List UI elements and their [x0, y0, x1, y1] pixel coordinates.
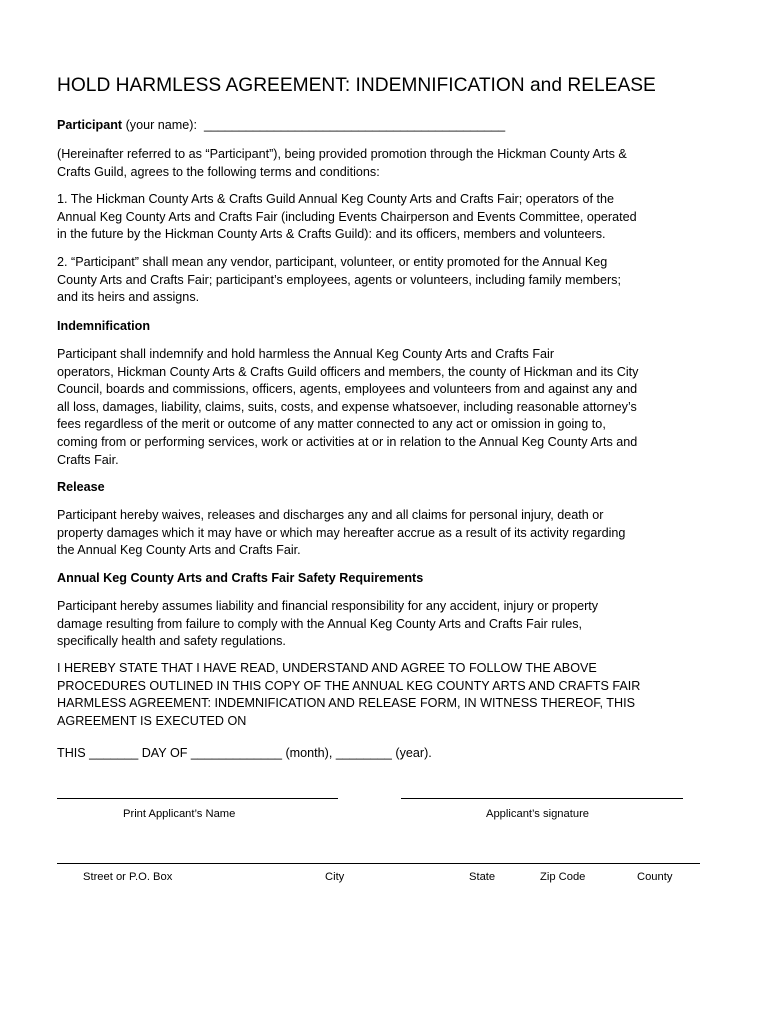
- text-line: Crafts Guild, agrees to the following terms and conditions:: [57, 164, 380, 179]
- text-line: 2. “Participant” shall mean any vendor, participant, volunteer, or entity promoted for the Annual Keg: [57, 255, 608, 269]
- signature-label: Applicant’s signature: [486, 808, 590, 820]
- text-line: County Arts and Crafts Fair; participant’s employees, agents or volunteers, including family members;: [57, 272, 621, 287]
- text-line: coming from or performing services, work or activities at or in relation to the Annual Keg County Arts and: [57, 434, 638, 449]
- safety-paragraph: [57, 598, 598, 651]
- text-line: I HEREBY STATE THAT I HAVE READ, UNDERSTAND AND AGREE TO FOLLOW THE ABOVE: [57, 661, 597, 675]
- text-line: all loss, damages, liability, claims, suits, costs, and expense whatsoever, including reasonable attorney’s: [57, 399, 637, 414]
- participant-name-blank[interactable]: ___________________________________________: [203, 118, 506, 132]
- text-line: the Annual Keg County Arts and Crafts Fair.: [57, 543, 301, 558]
- release-paragraph: [57, 507, 625, 560]
- text-line: Council, boards and commissions, officers, agents, employees and volunteers from and against any and: [57, 382, 638, 397]
- city-label: City: [325, 871, 345, 883]
- text-line: in the future by the Hickman County Arts & Crafts Guild): and its officers, members and volunteers.: [57, 227, 606, 242]
- text-line: specifically health and safety regulations.: [57, 634, 286, 649]
- statement-paragraph: [57, 660, 640, 730]
- text-line: Participant hereby waives, releases and discharges any and all claims for personal injury, death or: [57, 508, 604, 522]
- release-heading: Release: [57, 480, 105, 494]
- state-label: State: [469, 871, 496, 883]
- page-title: HOLD HARMLESS AGREEMENT: INDEMNIFICATION and RELEASE: [57, 75, 656, 96]
- participant-label: Participant: [57, 118, 123, 132]
- participant-name-line: [57, 117, 505, 135]
- item-1-paragraph: [57, 191, 637, 244]
- text-line: fees regardless of the merit or outcome of any matter connected to any act or omission in going to,: [57, 417, 606, 432]
- indemnification-heading: Indemnification: [57, 319, 151, 333]
- county-label: County: [637, 871, 673, 883]
- indemnification-paragraph: [57, 346, 638, 469]
- signature-line[interactable]: [401, 798, 683, 799]
- execution-date-line[interactable]: THIS _______ DAY OF _____________ (month), ________ (year).: [57, 746, 432, 760]
- text-line: (Hereinafter referred to as “Participant”), being provided promotion through the Hickman County Arts &: [57, 147, 627, 161]
- text-line: and its heirs and assigns.: [57, 290, 200, 305]
- text-line: Participant hereby assumes liability and financial responsibility for any accident, injury or property: [57, 599, 599, 613]
- intro-paragraph: [57, 146, 627, 181]
- street-label: Street or P.O. Box: [83, 871, 173, 883]
- item-2-paragraph: [57, 254, 621, 307]
- print-name-label: Print Applicant’s Name: [123, 808, 236, 820]
- participant-hint: (your name):: [122, 118, 204, 132]
- text-line: damage resulting from failure to comply with the Annual Keg County Arts and Crafts Fair rules,: [57, 616, 582, 631]
- text-line: 1. The Hickman County Arts & Crafts Guild Annual Keg County Arts and Crafts Fair; operators of the: [57, 192, 614, 206]
- text-line: PROCEDURES OUTLINED IN THIS COPY OF THE ANNUAL KEG COUNTY ARTS AND CRAFTS FAIR: [57, 678, 641, 693]
- text-line: Annual Keg County Arts and Crafts Fair (including Events Chairperson and Events Committee, operated: [57, 209, 637, 224]
- text-line: property damages which it may have or which may hereafter accrue as a result of its activity regarding: [57, 525, 626, 540]
- address-line[interactable]: [57, 863, 700, 864]
- print-name-line[interactable]: [57, 798, 338, 799]
- zip-code-label: Zip Code: [540, 871, 586, 883]
- text-line: Crafts Fair.: [57, 452, 119, 467]
- safety-heading: Annual Keg County Arts and Crafts Fair Safety Requirements: [57, 571, 424, 585]
- text-line: operators, Hickman County Arts & Crafts Guild officers and members, the county of Hickman and its City: [57, 364, 639, 379]
- text-line: Participant shall indemnify and hold harmless the Annual Keg County Arts and Crafts Fair: [57, 347, 555, 361]
- text-line: AGREEMENT IS EXECUTED ON: [57, 713, 247, 728]
- text-line: HARMLESS AGREEMENT: INDEMNIFICATION AND RELEASE FORM, IN WITNESS THEREOF, THIS: [57, 696, 635, 711]
